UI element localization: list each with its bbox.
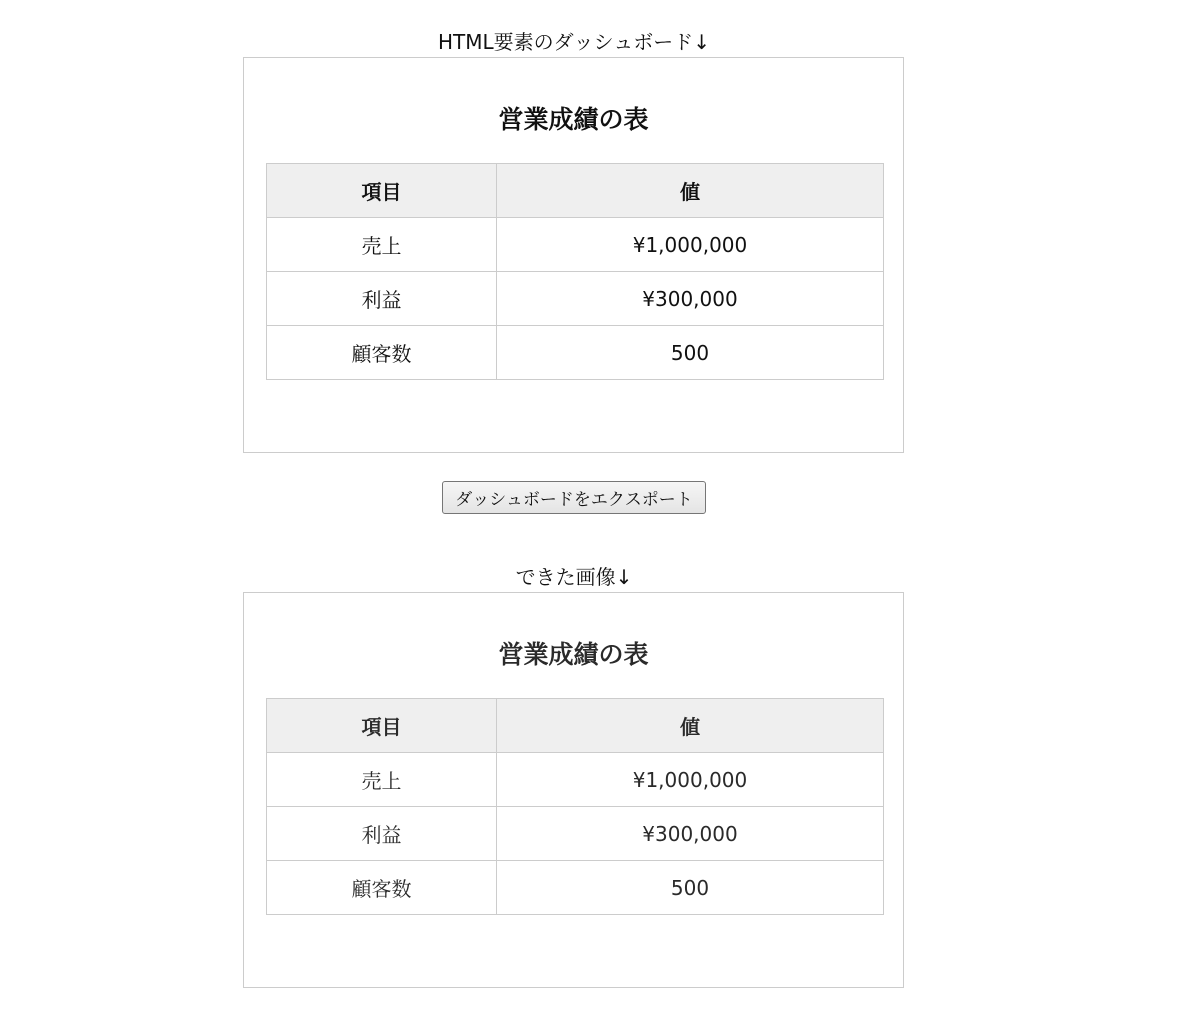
row-label: 売上 [267, 218, 497, 272]
row-label: 顧客数 [267, 861, 497, 915]
row-value: ¥1,000,000 [497, 753, 884, 807]
html-dashboard-panel [243, 57, 904, 453]
generated-image-title: 営業成績の表 [498, 640, 649, 669]
table-header-row [267, 164, 884, 218]
row-value: ¥1,000,000 [497, 218, 884, 272]
html-sales-table [266, 163, 884, 380]
table-header-row [267, 699, 884, 753]
header-item: 項目 [267, 699, 497, 753]
table-row [267, 861, 884, 915]
export-dashboard-button[interactable]: ダッシュボードをエクスポート [442, 481, 706, 514]
table-row [267, 326, 884, 380]
header-value: 値 [497, 164, 884, 218]
row-label: 利益 [267, 272, 497, 326]
table-row [267, 807, 884, 861]
row-label: 売上 [267, 753, 497, 807]
header-value: 値 [497, 699, 884, 753]
table-row [267, 753, 884, 807]
row-value: ¥300,000 [497, 807, 884, 861]
row-value: 500 [497, 326, 884, 380]
generated-sales-table [266, 698, 884, 915]
table-row [267, 272, 884, 326]
html-dashboard-caption: HTML要素のダッシュボード↓ [437, 30, 710, 54]
generated-image-panel [243, 592, 904, 988]
row-value: 500 [497, 861, 884, 915]
generated-image-caption: できた画像↓ [515, 565, 633, 589]
html-dashboard-title: 営業成績の表 [498, 105, 649, 134]
row-label: 顧客数 [267, 326, 497, 380]
header-item: 項目 [267, 164, 497, 218]
row-label: 利益 [267, 807, 497, 861]
row-value: ¥300,000 [497, 272, 884, 326]
table-row [267, 218, 884, 272]
